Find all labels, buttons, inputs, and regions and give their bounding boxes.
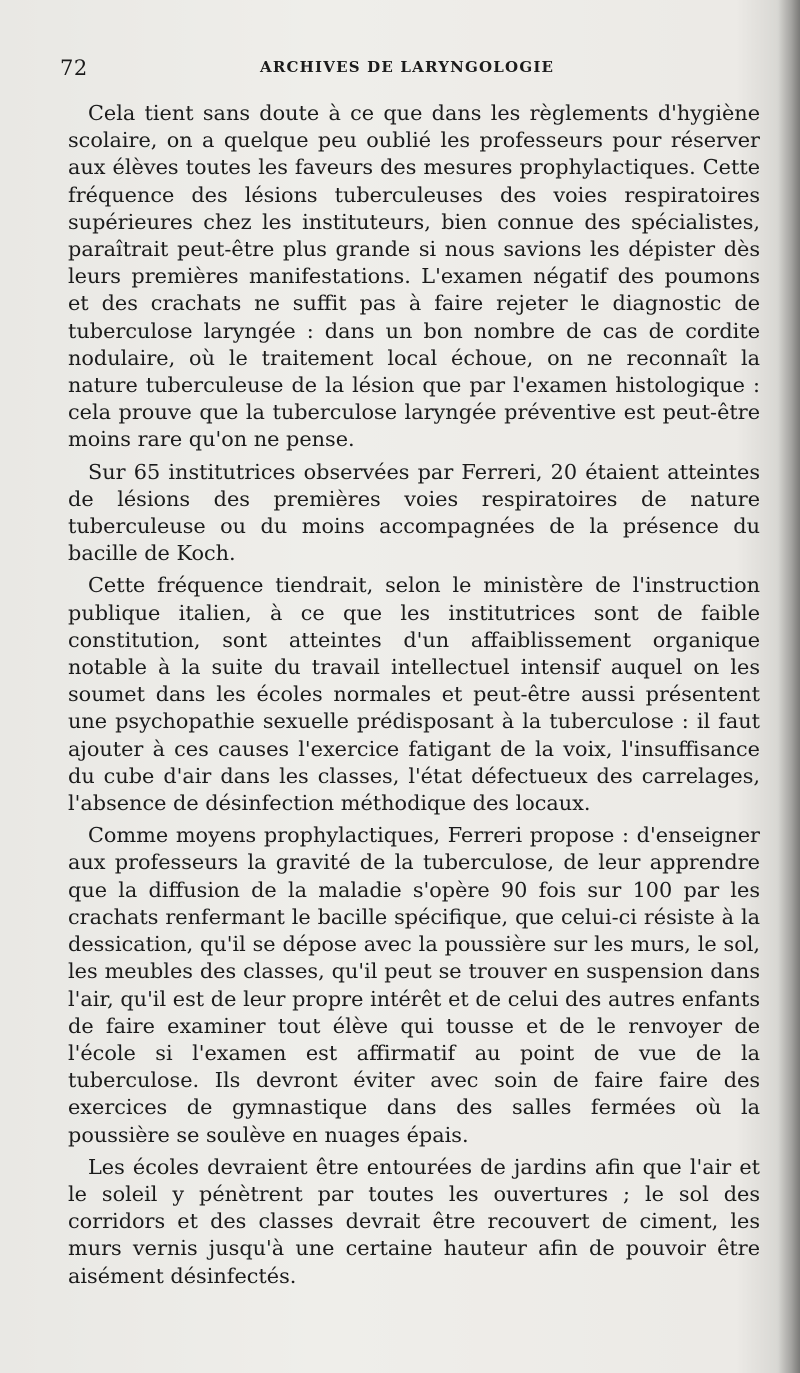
book-spine-shadow [778, 0, 800, 1373]
page-number: 72 [60, 56, 88, 80]
paragraph: Cette fréquence tiendrait, selon le ministère de l'instruction publique italien, à ce que les institutrices sont de faible constitution, sont atteintes d'un affaiblissement organique notable à la suite du travail intellectuel intensif auquel on les soumet dans les écoles normales et peut-être aussi présentent une psychopathie sexuelle prédisposant à la tuberculose : il faut ajouter à ces causes l'exercice fatigant de la voix, l'insuffisance du cube d'air dans les classes, l'état défectueux des carrelages, l'absence de désinfection méthodique des locaux. [68, 573, 760, 816]
paragraph: Comme moyens prophylactiques, Ferreri propose : d'enseigner aux professeurs la gravité de la tuberculose, de leur apprendre que la diffusion de la maladie s'opère 90 fois sur 100 par les crachats renfermant le bacille spécifique, que celui-ci résiste à la dessication, qu'il se dépose avec la poussière sur les murs, le sol, les meubles des classes, qu'il peut se trouver en suspension dans l'air, qu'il est de leur propre intérêt et de celui des autres enfants de faire examiner tout élève qui tousse et de le renvoyer de l'école si l'examen est affirmatif au point de vue de la tuberculose. Ils devront éviter avec soin de faire faire des exercices de gymnastique dans des salles fermées où la poussière se soulève en nuages épais. [68, 823, 760, 1147]
running-head: ARCHIVES DE LARYNGOLOGIE [260, 58, 555, 76]
body-text [68, 100, 760, 1290]
paragraph: Les écoles devraient être entourées de jardins afin que l'air et le soleil y pénètrent par toutes les ouvertures ; le sol des corridors et des classes devrait être recouvert de ciment, les murs vernis jusqu'à une certaine hauteur afin de pouvoir être aisément désinfectés. [68, 1154, 760, 1288]
paragraph: Cela tient sans doute à ce que dans les règlements d'hygiène scolaire, on a quelque peu oublié les professeurs pour réserver aux élèves toutes les faveurs des mesures prophylactiques. Cette fréquence des lésions tuberculeuses des voies respiratoires supérieures chez les instituteurs, bien connue des spécialistes, paraîtrait peut-être plus grande si nous savions les dépister dès leurs premières manifestations. L'examen négatif des poumons et des crachats ne suffit pas à faire rejeter le diagnostic de tuberculose laryngée : dans un bon nombre de cas de cordite nodulaire, où le traitement local échoue, on ne reconnaît la nature tuberculeuse de la lésion que par l'examen histologique : cela prouve que la tuberculose laryngée préventive est peut-être moins rare qu'on ne pense. [68, 101, 760, 452]
page-header [60, 52, 760, 84]
paragraph: Sur 65 institutrices observées par Ferreri, 20 étaient atteintes de lésions des premières voies respiratoires de nature tuberculeuse ou du moins accompagnées de la présence du bacille de Koch. [68, 459, 760, 566]
